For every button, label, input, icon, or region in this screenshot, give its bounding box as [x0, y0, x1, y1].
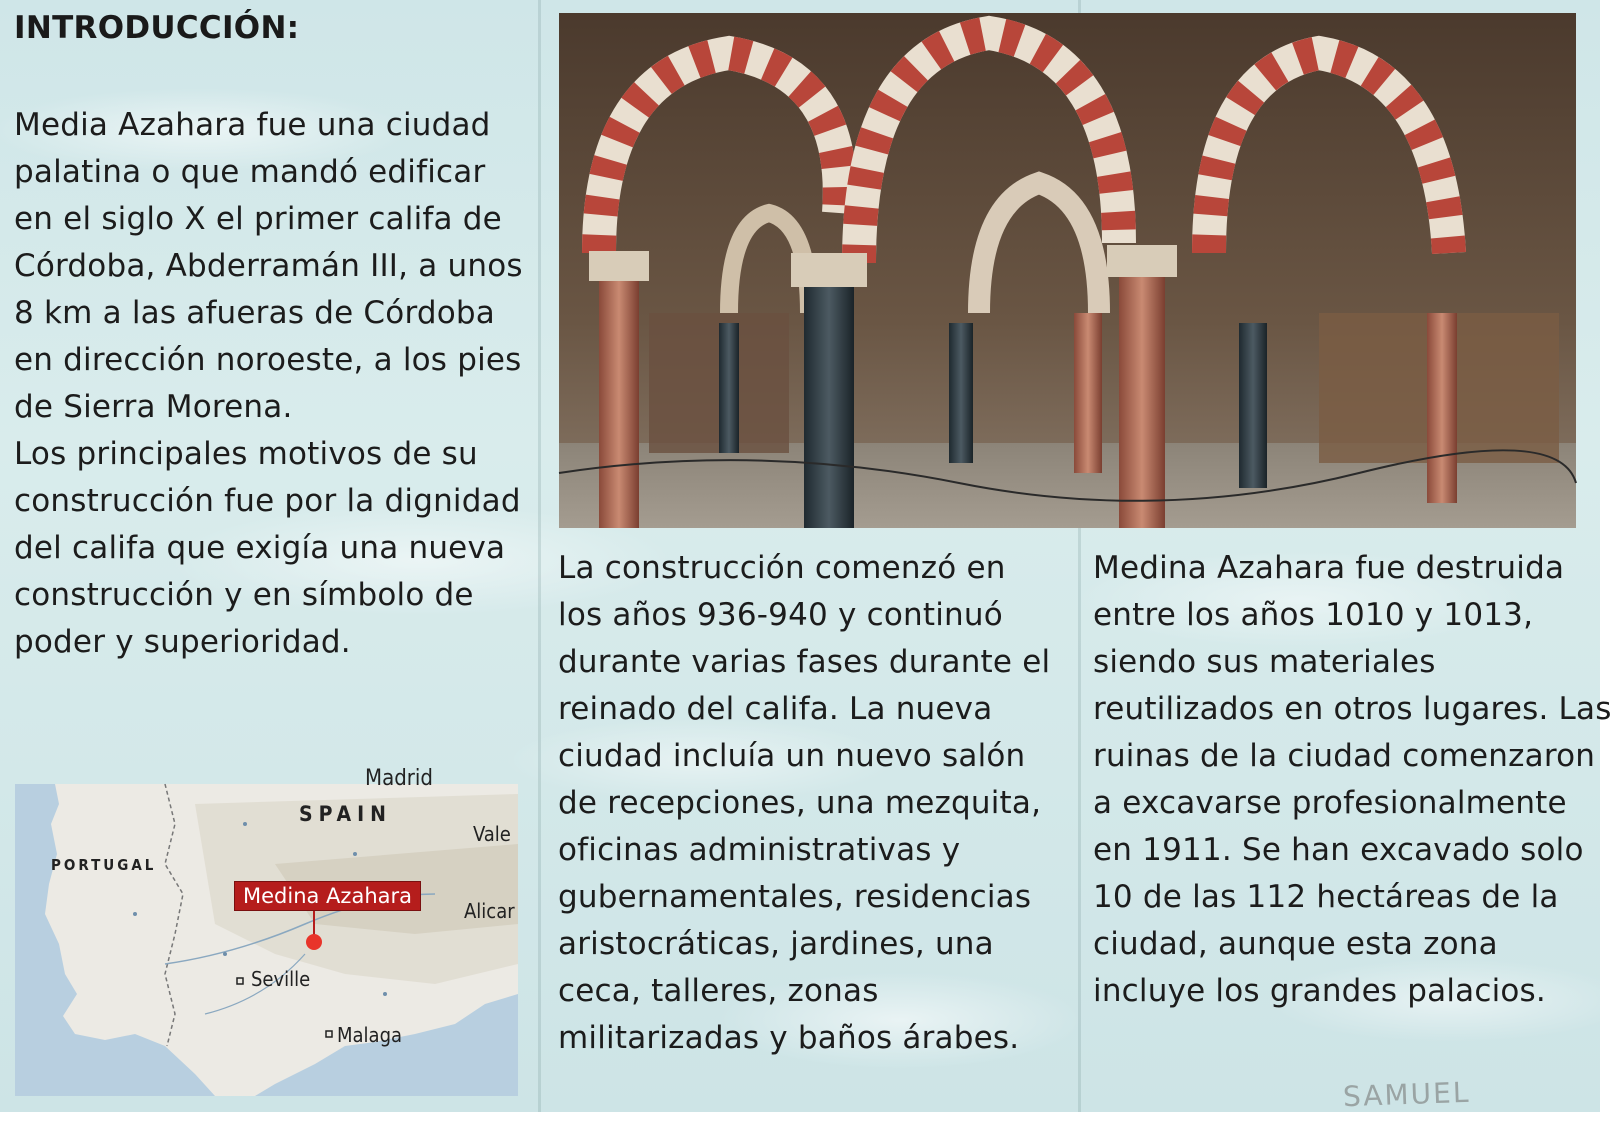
arches-photo	[559, 13, 1576, 528]
map-label-seville: Seville	[251, 967, 311, 991]
fold-line-left	[538, 0, 541, 1112]
location-map	[15, 766, 518, 1096]
arches-illustration	[559, 13, 1576, 528]
map-label-valencia: Vale	[473, 822, 511, 846]
map-label-madrid: Madrid	[365, 766, 433, 791]
destruction-paragraph: Medina Azahara fue destruida entre los años 1010 y 1013, siendo sus materiales reutilizados en otros lugares. Las ruinas de la ciudad comenzaron a excavarse profesionalmente en 1911. Se han excavado solo 10 de las 112 hectáreas de la ciudad, aunque esta zona incluye los grandes palacios.	[1093, 550, 1612, 1009]
intro-title: INTRODUCCIÓN:	[14, 10, 300, 46]
location-marker	[306, 934, 322, 950]
intro-paragraph: Media Azahara fue una ciudad palatina o que mandó edificar en el siglo X el primer califa de Córdoba, Abderramán III, a unos 8 km a las afueras de Córdoba en dirección noroeste, a los pies de Sierra Morena. Los principales motivos de su construcción fue por la dignidad del califa que exigía una nueva construcción y en símbolo de poder y superioridad.	[14, 107, 523, 660]
handwritten-signature: SAMUEL	[1342, 1075, 1471, 1114]
map-label-portugal: PORTUGAL	[51, 856, 157, 874]
construction-paragraph: La construcción comenzó en los años 936-940 y continuó durante varias fases durante el reinado del califa. La nueva ciudad incluía un nuevo salón de recepciones, una mezquita, oficinas administrativas y gubernamentales, residencias aristocráticas, jardines, una ceca, talleres, zonas militarizadas y baños árabes.	[558, 550, 1051, 1056]
map-label-malaga: Malaga	[337, 1023, 403, 1047]
map-graphic	[15, 784, 518, 1096]
map-label-spain: SPAIN	[299, 802, 392, 826]
map-callout-medina-azahara: Medina Azahara	[234, 881, 421, 911]
map-label-alicante: Alicar	[464, 899, 515, 923]
